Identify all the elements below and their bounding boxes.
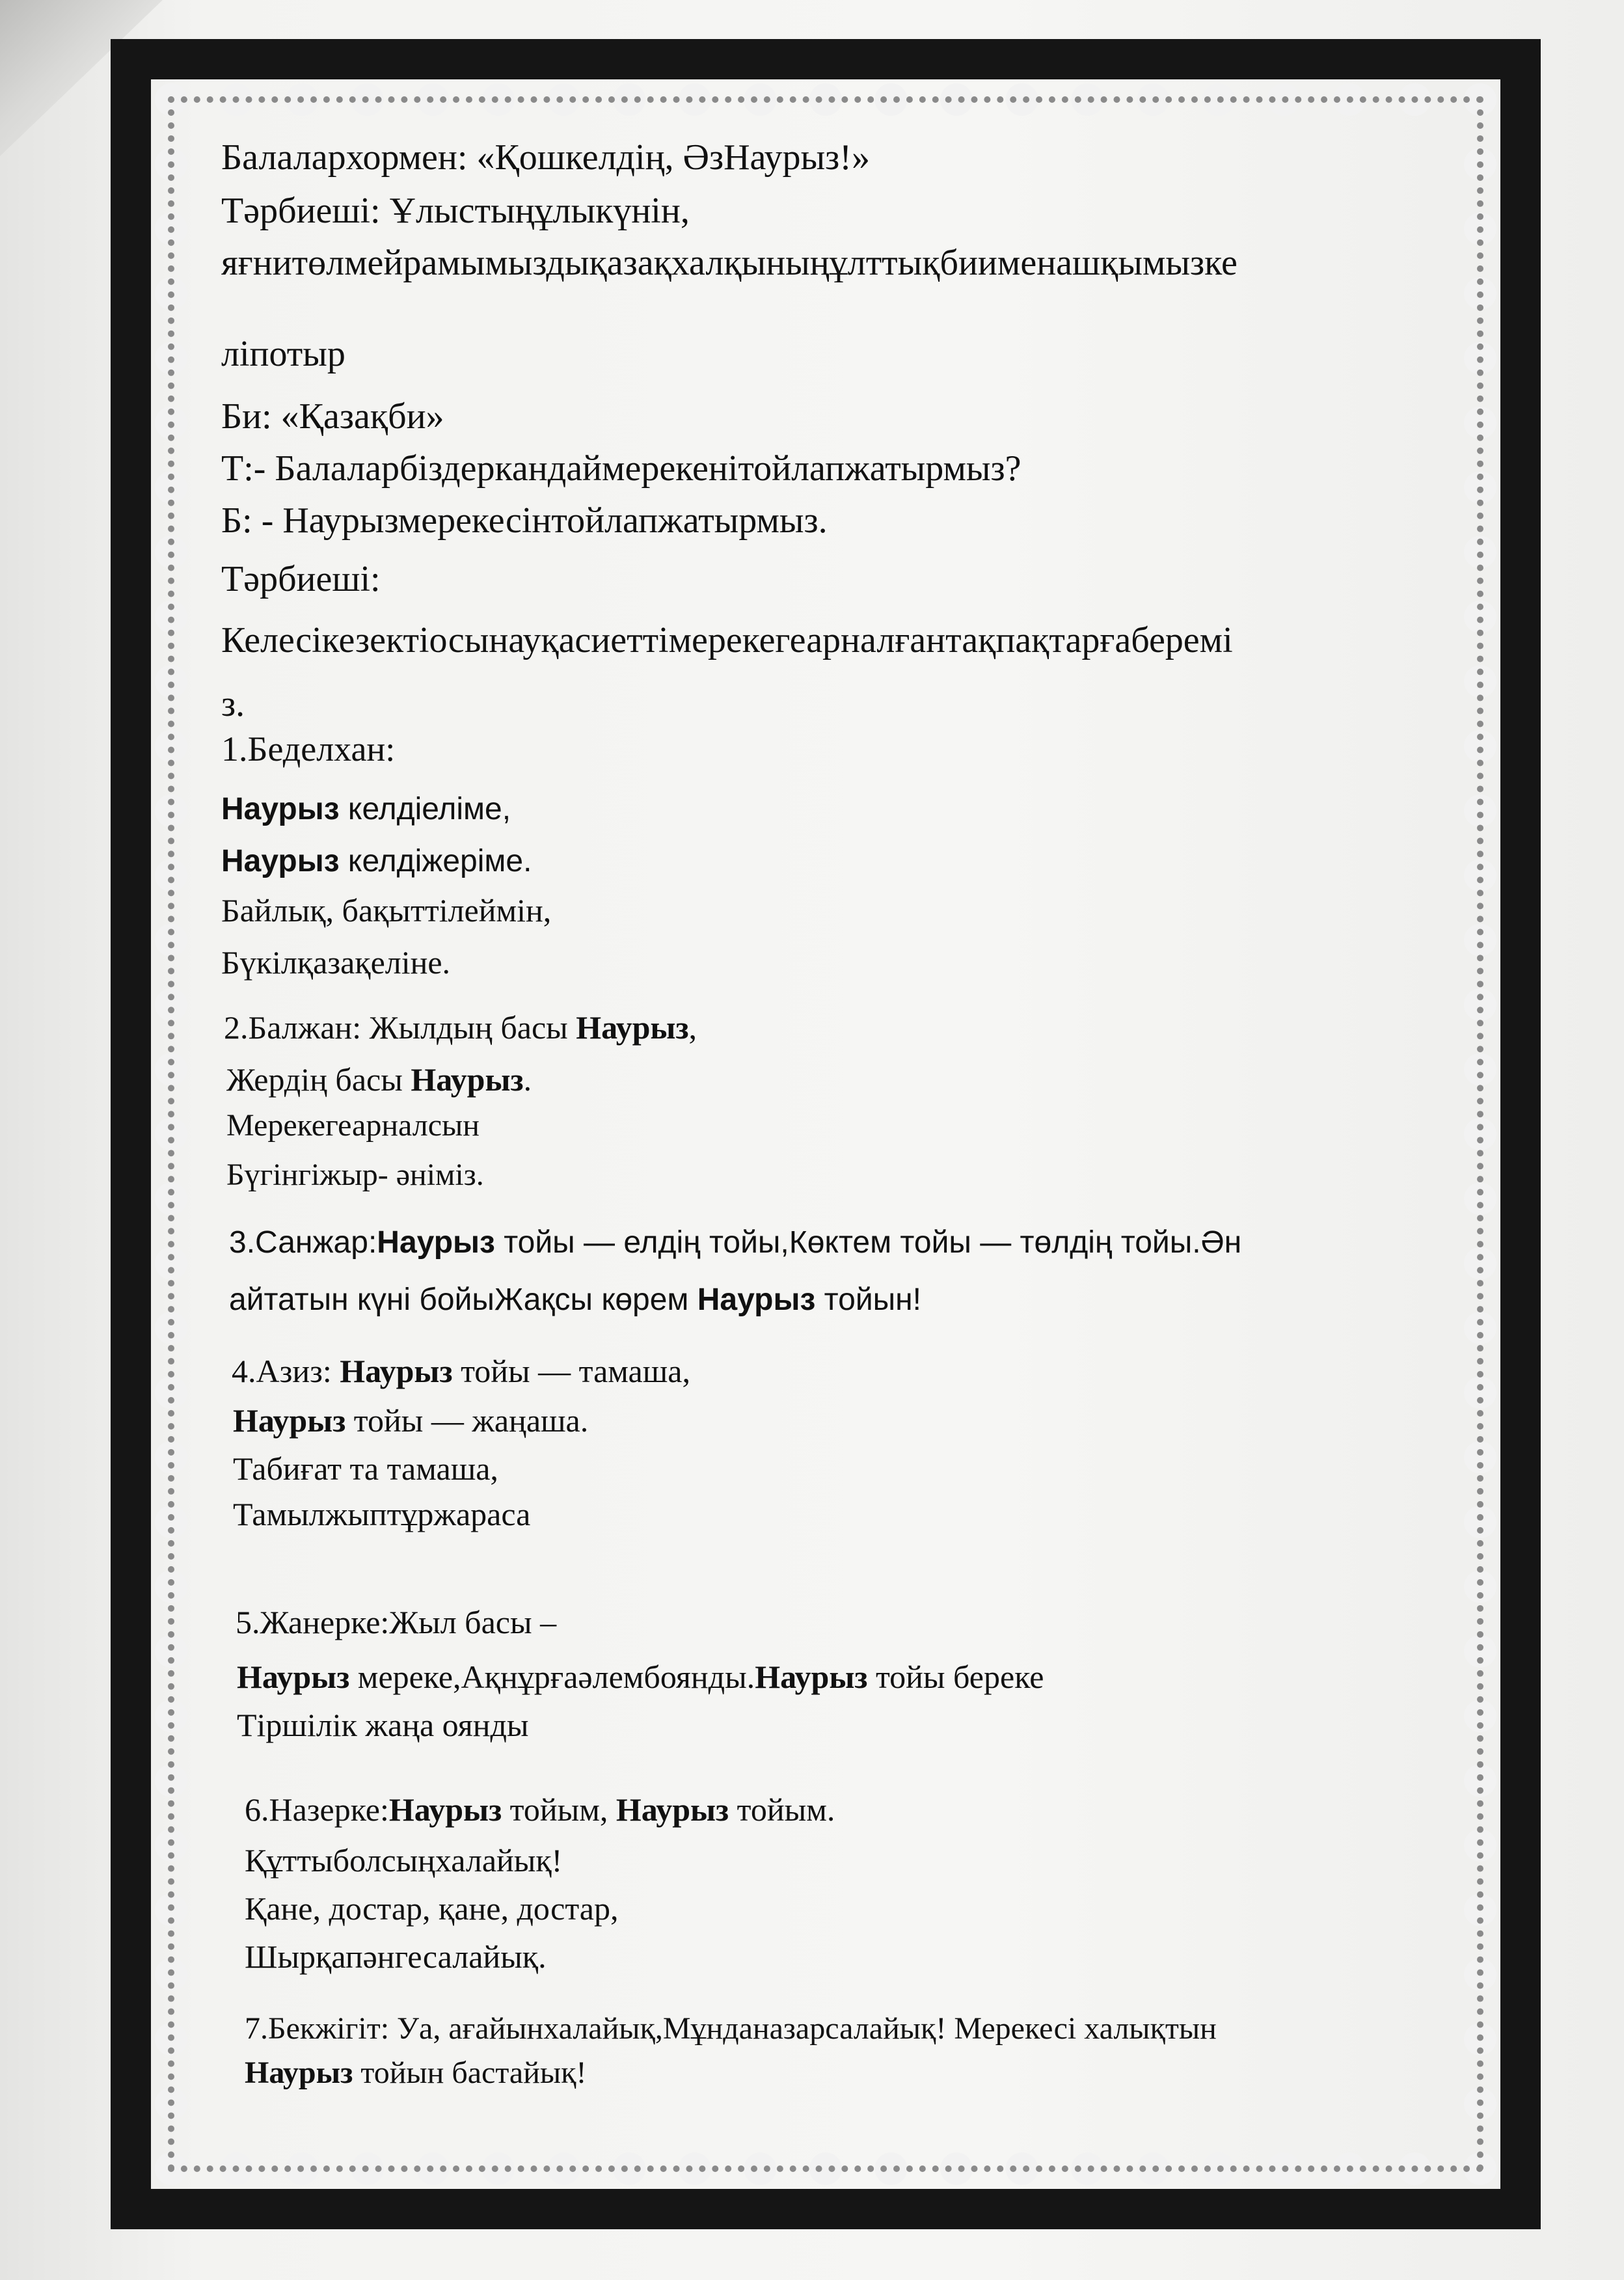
text-line — [245, 2055, 586, 2091]
text-line — [226, 1061, 532, 1098]
text-line — [221, 891, 551, 929]
text-segment: мереке,Ақнұрғаәлембоянды. — [349, 1659, 755, 1695]
text-line — [226, 1107, 480, 1143]
text-segment: Б: - Наурызмерекесінтойлапжатырмыз. — [221, 500, 828, 541]
text-segment: тойым, — [502, 1791, 616, 1828]
bold-word: Наурыз — [237, 1659, 350, 1695]
bold-word: Наурыз — [388, 1791, 502, 1828]
text-segment: тойы — елдің тойы,Көктем тойы — төлдің тойы.Ән — [494, 1225, 1242, 1260]
text-segment: Байлық, бақыттілеймін, — [221, 892, 552, 929]
text-segment: Т:- Балаларбіздеркандаймерекенітойлапжатырмыз? — [221, 448, 1022, 489]
text-segment: . — [523, 1061, 532, 1098]
text-segment: тойым. — [729, 1791, 835, 1828]
text-segment: Қане, достар, қане, достар, — [245, 1890, 619, 1927]
text-line — [221, 500, 828, 541]
text-line — [229, 1282, 921, 1318]
text-line — [221, 396, 444, 437]
text-segment: 1.Беделхан: — [221, 729, 396, 768]
text-line — [245, 2011, 1217, 2046]
bold-word: Наурыз — [221, 792, 340, 826]
text-line — [221, 843, 532, 879]
text-segment: Тіршілік жаңа оянды — [237, 1707, 529, 1743]
text-line — [233, 1402, 588, 1439]
text-segment: Мерекегеарналсын — [226, 1108, 480, 1143]
bold-word: Наурыз — [411, 1061, 524, 1098]
text-segment: Шырқапәнгесалайық. — [245, 1938, 547, 1975]
text-line — [229, 1225, 1241, 1260]
text-line — [232, 1352, 690, 1390]
bold-word: Наурыз — [576, 1009, 689, 1046]
text-line — [224, 1009, 697, 1046]
text-line — [233, 1495, 530, 1533]
text-segment: тойын бастайық! — [353, 2056, 587, 2090]
text-line — [245, 1841, 562, 1879]
text-segment: з. — [221, 684, 245, 724]
bold-word: Наурыз — [697, 1282, 816, 1317]
text-segment: тойы — тамаша, — [452, 1353, 690, 1389]
text-segment: тойын! — [815, 1282, 921, 1317]
text-segment: Тәрбиеші: Ұлыстыңұлыкүнін, — [221, 191, 690, 231]
text-line — [236, 1603, 556, 1641]
text-segment: 6.Назерке: — [245, 1791, 389, 1828]
text-segment: Тамылжыптұржараса — [233, 1496, 531, 1532]
text-segment: келдіжеріме. — [339, 844, 532, 878]
text-line — [237, 1658, 1044, 1696]
text-line — [221, 137, 870, 178]
text-segment: 3.Санжар: — [229, 1225, 377, 1260]
text-segment: тойы — жаңаша. — [345, 1402, 589, 1439]
text-segment: ліпотыр — [221, 334, 345, 374]
text-line — [221, 683, 245, 725]
text-segment: Келесікезектіосынауқасиеттімерекегеарналғантақпақтарғаберемі — [221, 620, 1233, 660]
text-line — [226, 1157, 484, 1193]
text-segment: Құттыболсыңхалайық! — [245, 1842, 563, 1879]
text-segment: айтатын күні бойыЖақсы көрем — [229, 1282, 697, 1317]
bold-word: Наурыз — [245, 2056, 353, 2090]
text-line — [237, 1706, 529, 1744]
text-segment: Жердің басы — [226, 1061, 411, 1098]
text-line — [221, 448, 1021, 489]
text-line — [221, 333, 345, 375]
bold-word: Наурыз — [377, 1225, 495, 1260]
bold-word: Наурыз — [233, 1402, 346, 1439]
bold-word: Наурыз — [616, 1791, 729, 1828]
text-segment: 2.Балжан: Жылдың басы — [224, 1009, 576, 1046]
text-segment: келдіеліме, — [339, 792, 511, 826]
text-line — [221, 190, 690, 232]
text-line — [233, 1450, 498, 1487]
text-line — [245, 1938, 547, 1975]
text-line — [221, 943, 450, 981]
text-line — [221, 558, 381, 600]
text-segment: 7.Бекжігіт: Уа, ағайынхалайық,Мұнданазарсалайық! Мерекесі халықтын — [245, 2011, 1217, 2046]
text-segment: Бүгінгіжыр- әніміз. — [226, 1158, 484, 1192]
text-line — [221, 791, 511, 827]
bold-word: Наурыз — [221, 844, 340, 878]
text-line — [221, 619, 1233, 661]
text-segment: яғнитөлмейрамымыздықазақхалқыныңұлттықбиименашқымызке — [221, 243, 1238, 283]
text-segment: Балалархормен: «Қошкелдің, ӘзНаурыз!» — [221, 137, 870, 178]
text-segment: Табиғат та тамаша, — [233, 1450, 498, 1487]
text-segment: , — [688, 1009, 697, 1046]
text-line — [221, 242, 1238, 284]
text-line — [245, 1791, 835, 1828]
text-segment: 4.Азиз: — [232, 1353, 340, 1389]
text-segment: Би: «Қазақби» — [221, 396, 444, 437]
bold-word: Наурыз — [340, 1353, 453, 1389]
text-line — [245, 1890, 619, 1927]
text-segment: тойы береке — [867, 1659, 1044, 1695]
text-segment: Тәрбиеші: — [221, 559, 381, 599]
text-line — [221, 729, 395, 769]
text-segment: 5.Жанерке:Жыл басы – — [236, 1604, 557, 1640]
bold-word: Наурыз — [755, 1659, 868, 1695]
text-segment: Бүкілқазақеліне. — [221, 944, 451, 981]
